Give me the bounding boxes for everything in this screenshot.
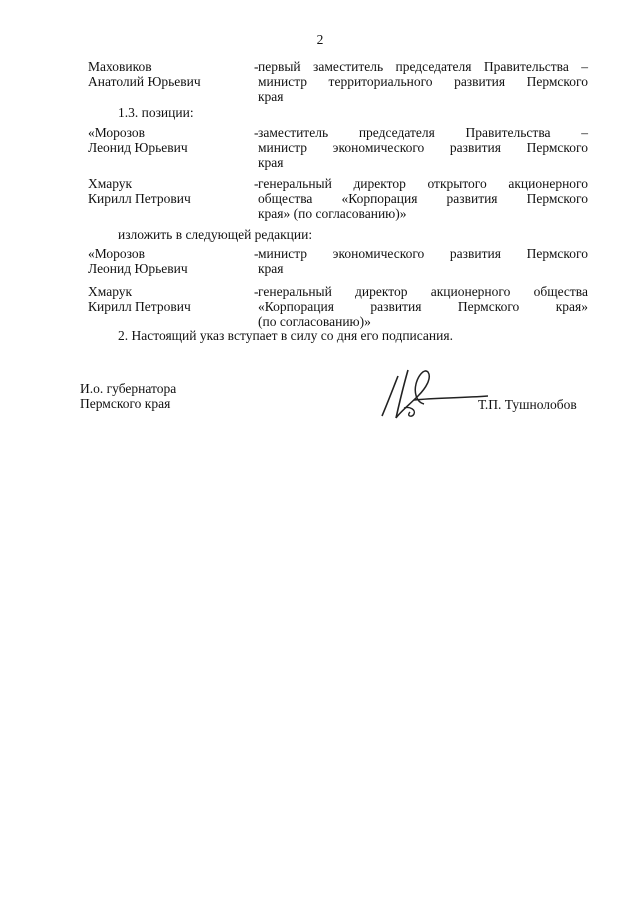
person-surname: «Морозов (88, 246, 146, 261)
position-line: края (258, 89, 284, 104)
signatory-title-line: И.о. губернатора (80, 381, 177, 396)
position-line: края (258, 261, 284, 276)
position-line: общества «Корпорация развития Пермского (258, 191, 588, 206)
person-name (88, 284, 248, 314)
entry-dash: - (254, 176, 259, 191)
item-1-3-heading: 1.3. позиции: (118, 105, 194, 120)
person-surname: Маховиков (88, 59, 152, 74)
person-position (258, 246, 588, 276)
person-given-names: Кирилл Петрович (88, 191, 191, 206)
position-line: края (258, 155, 284, 170)
signatory-title (80, 381, 176, 411)
position-line: первый заместитель председателя Правительства – (258, 59, 588, 74)
position-line: министр экономического развития Пермского (258, 140, 588, 155)
person-position (258, 125, 588, 170)
person-given-names: Анатолий Юрьевич (88, 74, 201, 89)
person-given-names: Леонид Юрьевич (88, 261, 188, 276)
person-surname: «Морозов (88, 125, 146, 140)
person-surname: Хмарук (88, 176, 133, 191)
person-given-names: Леонид Юрьевич (88, 140, 188, 155)
person-position (258, 176, 588, 221)
signatory-title-line: Пермского края (80, 396, 171, 411)
entry-dash: - (254, 125, 259, 140)
entry-dash: - (254, 246, 259, 261)
position-line: заместитель председателя Правительства – (258, 125, 588, 140)
position-line: министр экономического развития Пермского (258, 246, 588, 261)
item-2-paragraph: 2. Настоящий указ вступает в силу со дня его подписания. (118, 328, 453, 343)
position-line: генеральный директор открытого акционерного (258, 176, 588, 191)
person-given-names: Кирилл Петрович (88, 299, 191, 314)
entry-dash: - (254, 284, 259, 299)
position-line: генеральный директор акционерного общества (258, 284, 588, 299)
position-line: края» (по согласованию)» (258, 206, 407, 221)
person-position (258, 284, 588, 329)
signatory-name: Т.П. Тушнолобов (478, 397, 577, 412)
position-line: министр территориального развития Пермского (258, 74, 588, 89)
person-surname: Хмарук (88, 284, 133, 299)
new-edition-label: изложить в следующей редакции: (118, 227, 313, 242)
person-name (88, 176, 248, 206)
position-line: «Корпорация развития Пермского края» (258, 299, 588, 314)
person-position (258, 59, 588, 104)
person-name (88, 246, 248, 276)
person-name (88, 59, 248, 89)
position-line: (по согласованию)» (258, 314, 371, 329)
page-number: 2 (316, 32, 324, 47)
person-name (88, 125, 248, 155)
entry-dash: - (254, 59, 259, 74)
handwritten-signature (370, 362, 490, 424)
